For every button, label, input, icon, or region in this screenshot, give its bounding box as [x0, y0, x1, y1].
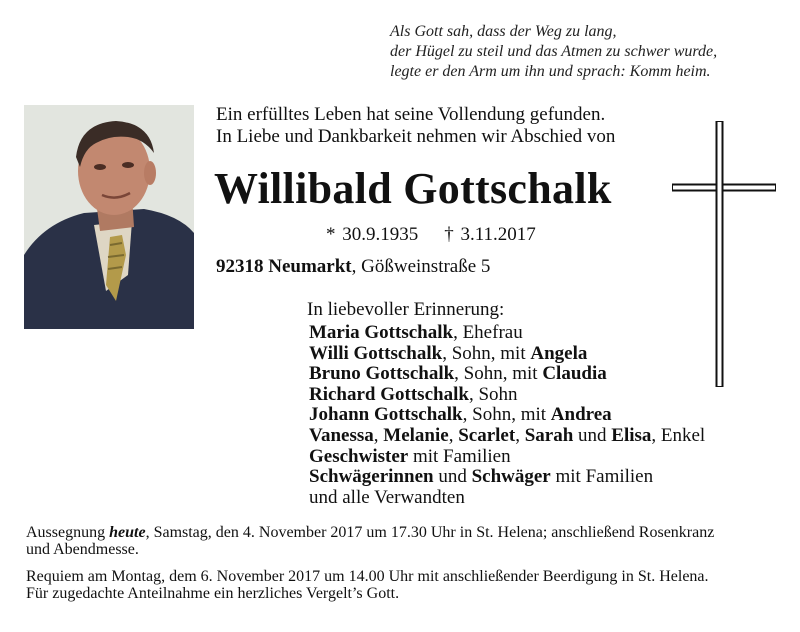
notice-line: Requiem am Montag, dem 6. November 2017 um 14.00 Uhr mit anschließender Beerdigung in St. Helena.	[26, 568, 709, 585]
mourner-line: Willi Gottschalk, Sohn, mit Angela	[309, 342, 588, 364]
address	[216, 256, 490, 278]
mourner-line: und alle Verwandten	[309, 486, 465, 508]
aussegnung-notice	[26, 524, 791, 558]
requiem-notice	[26, 568, 791, 602]
mourner-line: Johann Gottschalk, Sohn, mit Andrea	[309, 404, 612, 426]
death-date: † 3.11.2017	[444, 224, 536, 245]
poem-line: der Hügel zu steil und das Atmen zu schwer wurde,	[390, 43, 718, 60]
intro-line: Ein erfülltes Leben hat seine Vollendung gefunden.	[216, 104, 606, 125]
mourner-line: Maria Gottschalk, Ehefrau	[309, 322, 523, 343]
poem-line: legte er den Arm um ihn und sprach: Komm heim.	[390, 63, 711, 80]
mourner-line: Bruno Gottschalk, Sohn, mit Claudia	[309, 363, 607, 385]
poem	[390, 22, 790, 82]
notice-line: Für zugedachte Anteilnahme ein herzliches Vergelt’s Gott.	[26, 585, 400, 602]
notice-line: und Abendmesse.	[26, 541, 139, 558]
notice-line: Aussegnung heute, Samstag, den 4. November 2017 um 17.30 Uhr in St. Helena; anschließend Rosenkranz	[26, 524, 715, 541]
mourners-list	[309, 323, 705, 508]
deceased-name: Willibald Gottschalk	[214, 164, 612, 213]
portrait-photo	[24, 105, 194, 329]
mourner-line: Schwägerinnen und Schwäger mit Familien	[309, 466, 654, 488]
poem-line: Als Gott sah, dass der Weg zu lang,	[390, 23, 617, 40]
memory-title: In liebevoller Erinnerung:	[307, 299, 505, 320]
postal-city: 92318 Neumarkt	[216, 256, 352, 277]
mourner-line: Geschwister mit Familien	[309, 445, 511, 467]
intro-line: In Liebe und Dankbarkeit nehmen wir Abschied von	[216, 126, 616, 147]
mourner-line: Vanessa, Melanie, Scarlet, Sarah und Elisa, Enkel	[309, 424, 706, 446]
life-dates	[326, 224, 536, 246]
mourner-line: Richard Gottschalk, Sohn	[309, 383, 518, 405]
intro-text	[216, 104, 615, 148]
street: , Gößweinstraße 5	[351, 256, 491, 277]
birth-date: * 30.9.1935	[326, 224, 419, 245]
